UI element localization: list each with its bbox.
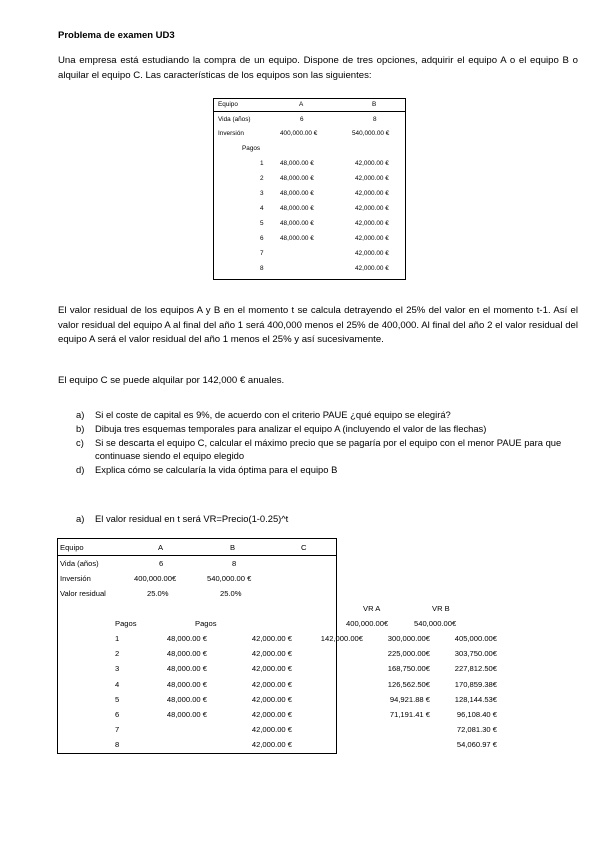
table2-row-b: 42,000.00 €: [251, 664, 292, 674]
table2-row: [57, 661, 537, 676]
table2-row-b: 42,000.00 €: [251, 740, 292, 750]
question-text: Si se descarta el equipo C, calcular el máximo precio que se pagaría por el equipo con el menor PAUE para que continuase siendo el equipo elegido: [95, 436, 562, 462]
table2-row-number: 1: [115, 634, 120, 643]
table2-row-vra: 168,750.00€: [387, 664, 430, 674]
intro-paragraph: Una empresa está estudiando la compra de un equipo. Dispone de tres opciones, adquirir el equipo A o el equipo B o alquilar el equipo C. Las características de los equipos son las siguientes:: [58, 55, 578, 81]
table1-row-b: 42,000.00 €: [355, 190, 389, 197]
table1-inversion-row: [214, 128, 405, 140]
table2-inversion-a: 400,000.00€: [134, 574, 177, 583]
table2-row-vrb: 72,081.30 €: [456, 725, 497, 735]
page-title: Problema de examen UD3: [58, 30, 175, 41]
table1-row-a: 48,000.00 €: [280, 160, 314, 167]
table2-vra-header: VR A: [363, 604, 381, 613]
table2-header-b: B: [230, 543, 236, 552]
table2-row-c: 142,000.00€: [320, 634, 363, 643]
table2-vr-label: Valor residual: [60, 589, 106, 598]
table1-row-b: 42,000.00 €: [355, 250, 389, 257]
table1-row-number: 5: [260, 220, 264, 227]
table2-inversion-label: Inversión: [60, 574, 91, 583]
table2-vida-b: 8: [232, 559, 237, 568]
table1-row-number: 8: [260, 265, 264, 272]
questions-list: [76, 408, 581, 477]
answer-label: a): [76, 513, 85, 524]
table1-row: [214, 233, 405, 245]
question-item: [76, 422, 581, 436]
question-text: Si el coste de capital es 9%, de acuerdo con el criterio PAUE ¿qué equipo se elegirá?: [95, 409, 451, 420]
table1-row-b: 42,000.00 €: [355, 220, 389, 227]
table2-header-c: C: [301, 543, 307, 552]
table2-row-vrb: 170,859.38€: [454, 679, 497, 689]
answer-item: [76, 512, 581, 526]
question-label: b): [76, 422, 85, 434]
table2-row-vrb: 54,060.97 €: [456, 740, 497, 750]
table1-row-number: 6: [260, 235, 264, 242]
question-text: Dibuja tres esquemas temporales para analizar el equipo A (incluyendo el valor de las flechas): [95, 422, 487, 434]
table1-row-b: 42,000.00 €: [355, 160, 389, 167]
table2-pagos-row: [57, 616, 537, 631]
question-text: Explica cómo se calcularía la vida óptima para el equipo B: [95, 464, 338, 476]
table1-row-a: 48,000.00 €: [280, 190, 314, 197]
table2-row-b: 42,000.00 €: [251, 725, 292, 735]
table2-header-a: A: [158, 543, 164, 552]
table2-row: [57, 737, 537, 752]
table2-row-vrb: 128,144.53€: [454, 694, 497, 704]
table2-row-number: 5: [115, 694, 120, 704]
table1-vida-a: 6: [300, 116, 304, 123]
table2-vr-row: [57, 586, 537, 601]
table2-row-vrb: 303,750.00€: [454, 649, 497, 659]
table2-header-row: [57, 540, 337, 556]
table1-inversion-a: 400,000.00 €: [280, 130, 318, 137]
table2-row-b: 42,000.00 €: [251, 694, 292, 704]
table1-row-b: 42,000.00 €: [355, 265, 389, 272]
table2-row: [57, 631, 537, 646]
table1-row-number: 2: [260, 175, 264, 182]
table2-row: [57, 677, 537, 692]
equipment-table: [213, 98, 406, 280]
table1-header-equipo: Equipo: [218, 101, 238, 108]
table2-pagos-label-a: Pagos: [115, 619, 137, 628]
table1-row-number: 4: [260, 205, 264, 212]
table1-row: [214, 188, 405, 200]
table2-vida-label: Vida (años): [60, 559, 99, 568]
table1-vida-row: [214, 114, 405, 126]
table2-inversion-b: 540,000.00 €: [207, 574, 252, 583]
table2-row-number: 3: [115, 664, 120, 674]
table1-pagos-row: [214, 143, 405, 155]
table2-row-number: 7: [115, 725, 120, 735]
table1-row-b: 42,000.00 €: [355, 175, 389, 182]
table1-pagos-label: Pagos: [242, 145, 261, 152]
table1-row: [214, 218, 405, 230]
question-label: c): [76, 436, 84, 448]
table2-row-vra: 300,000.00€: [387, 634, 430, 643]
table2-vida-a: 6: [159, 559, 164, 568]
table1-inversion-b: 540,000.00 €: [352, 130, 390, 137]
table1-row: [214, 263, 405, 275]
table2-pagos-label-b: Pagos: [195, 619, 217, 628]
table2-inversion-row: [57, 571, 537, 586]
table2-row-a: 48,000.00 €: [166, 664, 207, 674]
question-label: d): [76, 464, 85, 476]
table2-vr0-a: 400,000.00€: [346, 619, 389, 628]
table2-row-b: 42,000.00 €: [251, 634, 292, 643]
table1-row-number: 1: [260, 160, 264, 167]
question-item: [76, 436, 581, 464]
residual-paragraph: El valor residual de los equipos A y B en el momento t se calcula detrayendo el 25% del valor en el momento t-1. Así el valor residual del equipo A al final del año 1 será 400,000 menos el 25% de 400,000. Al final del año 2 el valor residual del equipo A será el valor residual del año 1 menos el 25% y así sucesivamente.: [58, 305, 578, 345]
table2-vr0-b: 540,000.00€: [414, 619, 457, 628]
table1-vida-b: 8: [373, 116, 377, 123]
table1-row: [214, 158, 405, 170]
table2-row-b: 42,000.00 €: [251, 710, 292, 719]
table2-row-number: 4: [115, 679, 120, 689]
table2-row: [57, 722, 537, 737]
table2-row-b: 42,000.00 €: [251, 649, 292, 659]
residual-table: [57, 538, 537, 754]
table1-row-a: 48,000.00 €: [280, 175, 314, 182]
table2-row-vrb: 227,812.50€: [454, 664, 497, 674]
table2-row-number: 2: [115, 649, 120, 659]
table2-vr-a: 25.0%: [147, 589, 169, 598]
table1-row-number: 7: [260, 250, 264, 257]
table1-header-a: A: [299, 101, 304, 108]
table2-header-equipo: Equipo: [60, 543, 84, 552]
table2-row-a: 48,000.00 €: [166, 679, 207, 689]
table1-vida-label: Vida (años): [218, 116, 251, 123]
table2-row-b: 42,000.00 €: [251, 679, 292, 689]
table2-row-number: 8: [115, 740, 120, 750]
table1-row-a: 48,000.00 €: [280, 220, 314, 227]
table2-row-vrb: 96,108.40 €: [456, 710, 497, 719]
table1-row-a: 48,000.00 €: [280, 235, 314, 242]
question-item: [76, 463, 581, 477]
table1-row-b: 42,000.00 €: [355, 205, 389, 212]
table1-header-b: B: [372, 101, 377, 108]
table1-row: [214, 248, 405, 260]
table2-row-number: 6: [115, 710, 120, 719]
table2-vida-row: [57, 556, 537, 571]
table2-vrb-header: VR B: [432, 604, 450, 613]
table1-row-a: 48,000.00 €: [280, 205, 314, 212]
table1-row-b: 42,000.00 €: [355, 235, 389, 242]
table2-row-vra: 126,562.50€: [387, 679, 430, 689]
table2-row-a: 48,000.00 €: [166, 694, 207, 704]
table2-row-a: 48,000.00 €: [166, 634, 207, 643]
table2-row-a: 48,000.00 €: [166, 649, 207, 659]
table1-header-row: [214, 99, 405, 112]
table2-row: [57, 707, 537, 722]
answer-line: [76, 512, 581, 526]
table2-row-vra: 225,000.00€: [387, 649, 430, 659]
question-item: [76, 408, 581, 422]
table2-row-a: 48,000.00 €: [166, 710, 207, 719]
table2-row: [57, 646, 537, 661]
answer-text: El valor residual en t será VR=Precio(1-0.25)^t: [95, 513, 289, 524]
table1-inversion-label: Inversión: [218, 130, 244, 137]
table2-vr-header-row: [57, 601, 537, 616]
table2-row-vra: 94,921.88 €: [389, 694, 430, 704]
table1-row: [214, 173, 405, 185]
question-label: a): [76, 409, 85, 420]
table1-row-number: 3: [260, 190, 264, 197]
table2-vr-b: 25.0%: [220, 589, 242, 598]
table2-row-vrb: 405,000.00€: [454, 634, 497, 643]
equipo-c-paragraph: El equipo C se puede alquilar por 142,000 € anuales.: [58, 375, 285, 386]
table2-row: [57, 692, 537, 707]
table2-row-vra: 71,191.41 €: [389, 710, 430, 719]
table1-row: [214, 203, 405, 215]
